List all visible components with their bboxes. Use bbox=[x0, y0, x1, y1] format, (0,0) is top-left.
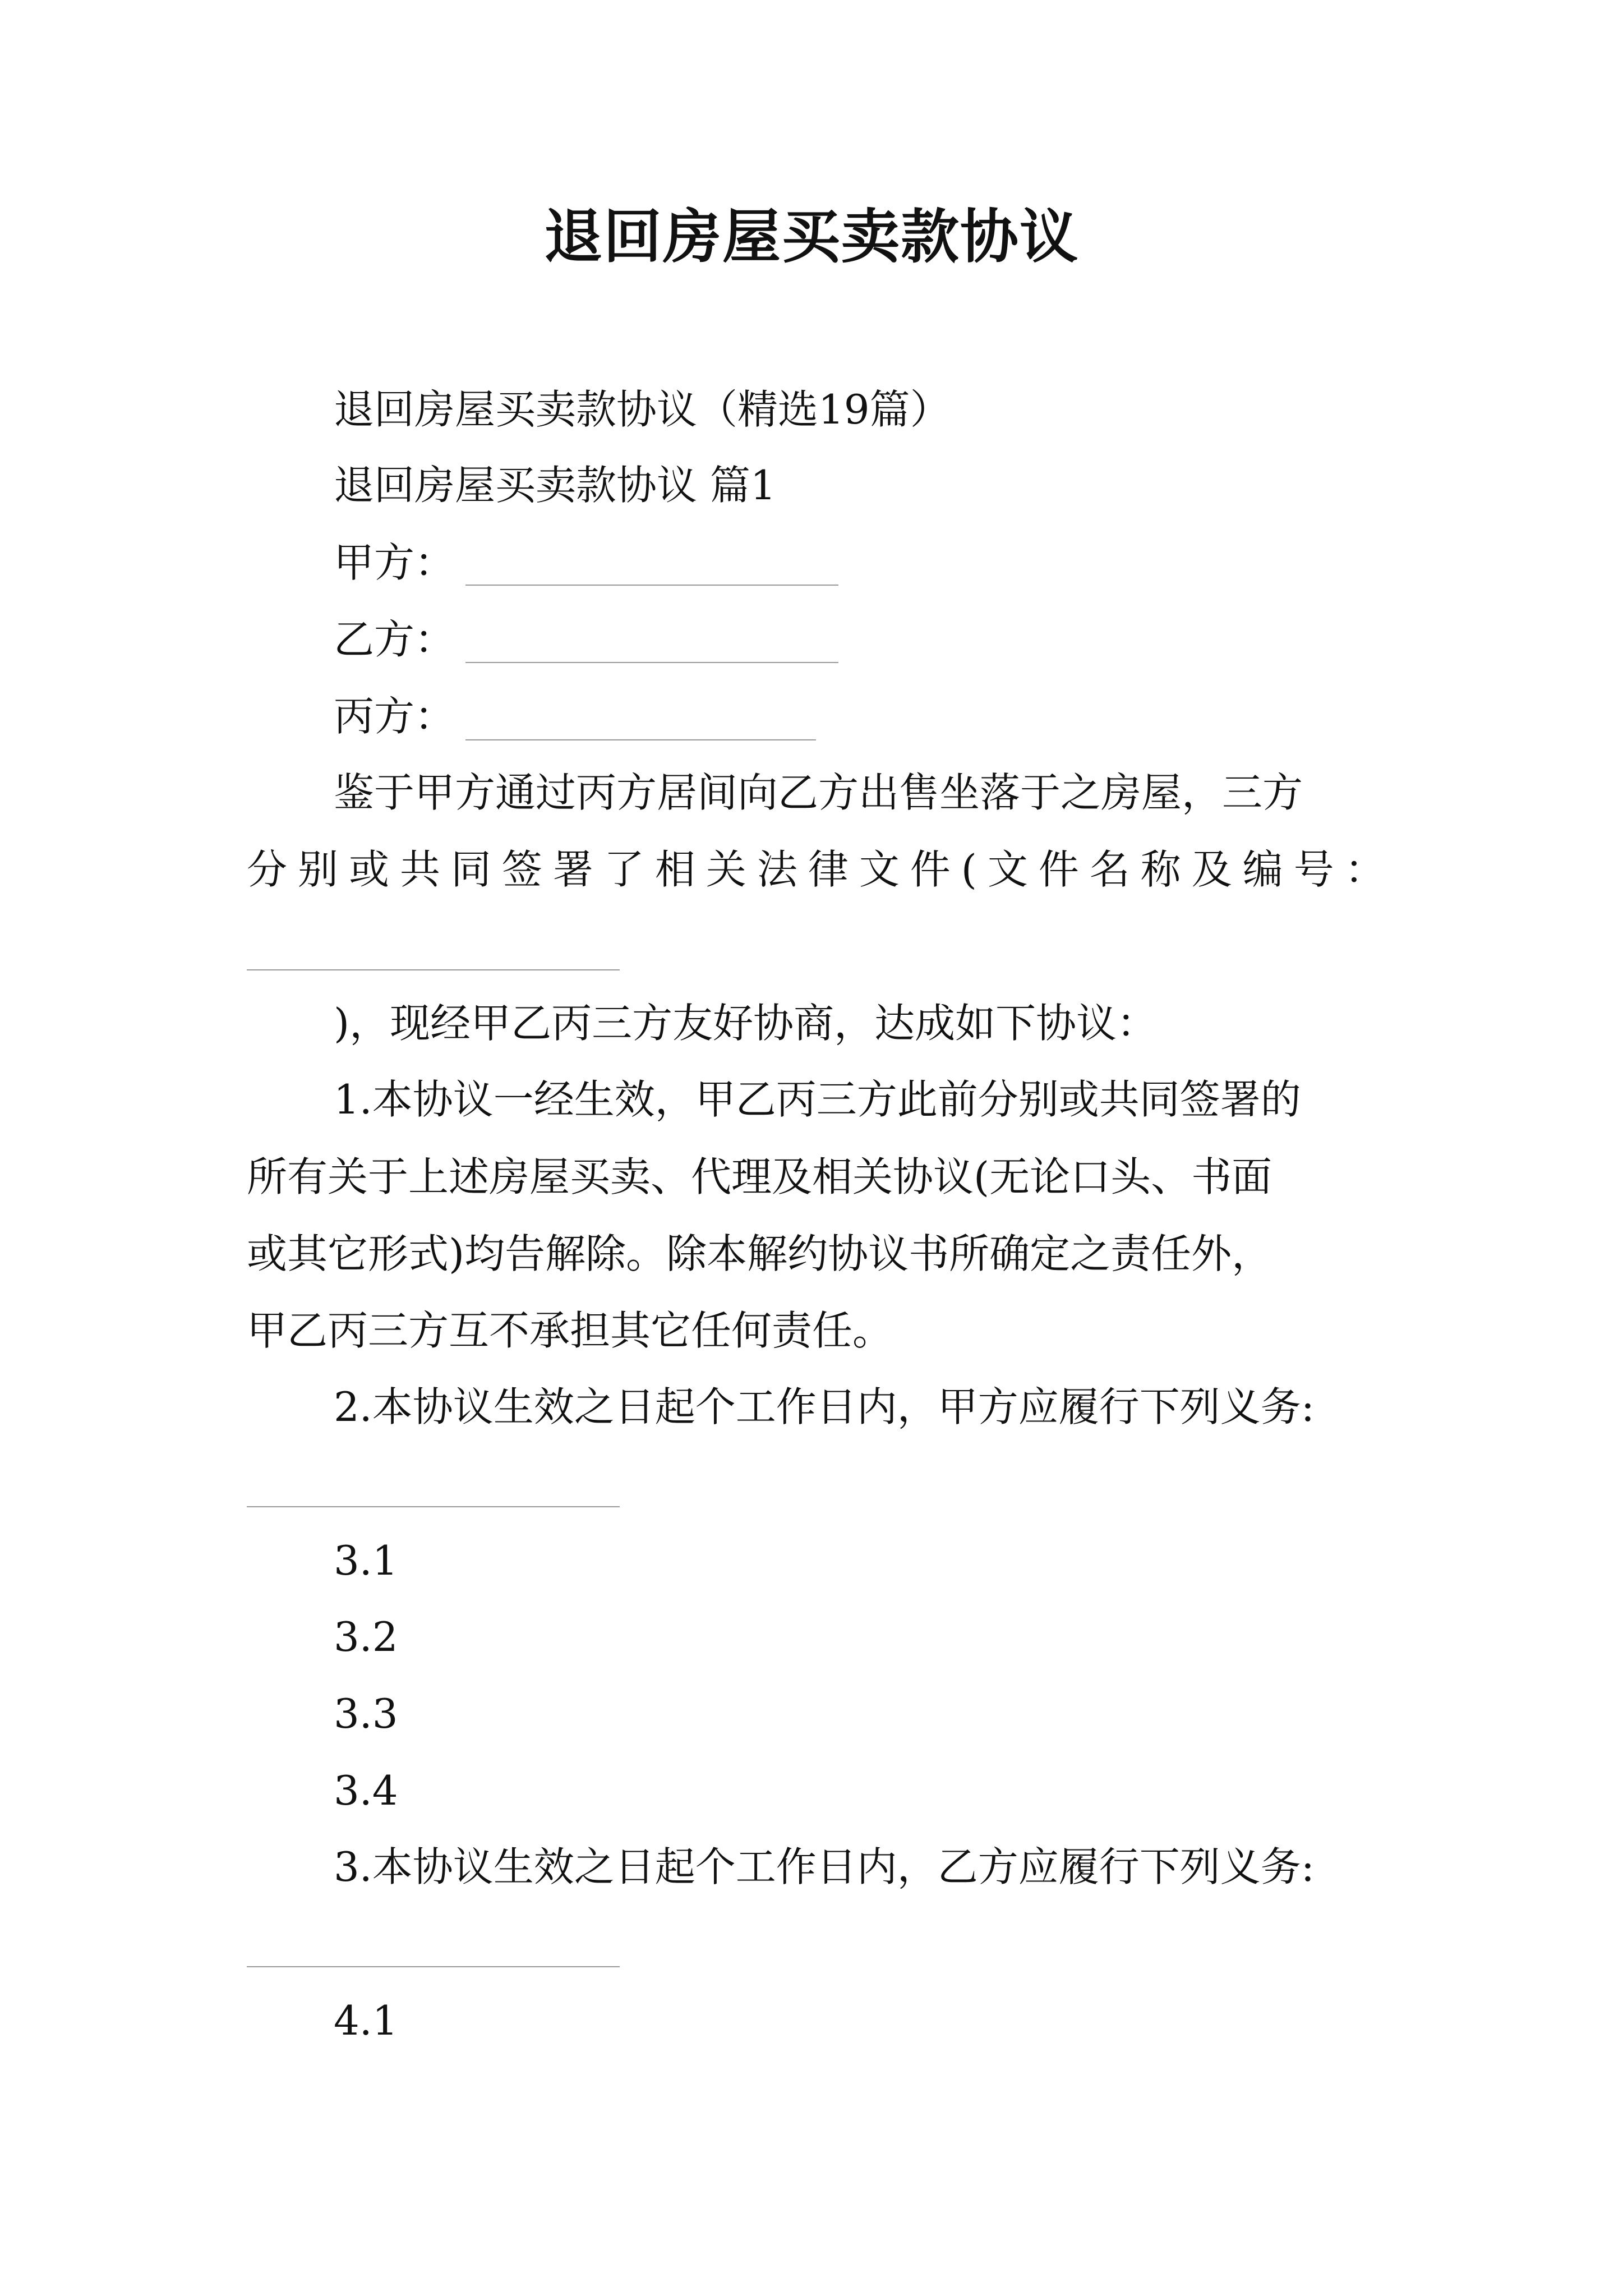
intro-line-2-char: 号 bbox=[1293, 846, 1334, 893]
document-list-blank bbox=[247, 969, 620, 970]
intro-line-2-char: 名 bbox=[1089, 846, 1130, 893]
item-3-1: 3.1 bbox=[334, 1537, 398, 1584]
intro-line-2-char: 关 bbox=[706, 846, 746, 893]
clause-1-line-1: 1.本协议一经生效，甲乙丙三方此前分别或共同签署的 bbox=[334, 1076, 1301, 1123]
intro-line-2-char: 分 bbox=[247, 846, 288, 893]
clause-3-blank bbox=[247, 1966, 620, 1967]
clause-3: 3.本协议生效之日起个工作日内，乙方应履行下列义务: bbox=[334, 1843, 1315, 1890]
intro-line-2-char: 了 bbox=[603, 846, 644, 893]
intro-line-2-char: 件 bbox=[1038, 846, 1079, 893]
clause-2: 2.本协议生效之日起个工作日内，甲方应履行下列义务: bbox=[334, 1383, 1315, 1430]
intro-line-2-char: 签 bbox=[501, 846, 542, 893]
intro-line-2-char: ： bbox=[1344, 846, 1385, 893]
intro-line-2-char: 称 bbox=[1140, 846, 1181, 893]
document-subtitle: 退回房屋买卖款协议（精选19篇） bbox=[334, 386, 951, 433]
intro-line-2-char: 文 bbox=[859, 846, 900, 893]
intro-line-2-char: 文 bbox=[987, 846, 1028, 893]
clause-1-line-4: 甲乙丙三方互不承担其它任何责任。 bbox=[247, 1307, 893, 1354]
intro-line-2-char: 律 bbox=[808, 846, 849, 893]
intro-line-3: )，现经甲乙丙三方友好协商，达成如下协议： bbox=[334, 1000, 1158, 1047]
intro-line-1: 鉴于甲方通过丙方居间向乙方出售坐落于之房屋，三方 bbox=[334, 769, 1303, 816]
party-c-label: 丙方： bbox=[334, 693, 455, 740]
intro-line-2-char: 法 bbox=[757, 846, 797, 893]
clause-2-blank bbox=[247, 1506, 620, 1507]
party-a-blank bbox=[465, 585, 838, 586]
intro-line-2-char: 编 bbox=[1242, 846, 1283, 893]
intro-line-2-char: 及 bbox=[1191, 846, 1232, 893]
intro-line-2-char: 共 bbox=[399, 846, 440, 893]
intro-line-2-char: 别 bbox=[297, 846, 338, 893]
intro-line-2-char: 或 bbox=[348, 846, 389, 893]
intro-line-2 bbox=[247, 841, 1385, 898]
party-a-label: 甲方： bbox=[334, 539, 455, 586]
section-heading: 退回房屋买卖款协议 篇1 bbox=[334, 462, 776, 509]
party-b-blank bbox=[465, 662, 838, 663]
clause-1-line-3: 或其它形式)均告解除。除本解约协议书所确定之责任外， bbox=[247, 1230, 1272, 1277]
document-title: 退回房屋买卖款协议 bbox=[543, 202, 1079, 271]
intro-line-2-char: 件 bbox=[910, 846, 951, 893]
item-4-1: 4.1 bbox=[334, 1997, 398, 2044]
item-3-3: 3.3 bbox=[334, 1690, 398, 1737]
item-3-2: 3.2 bbox=[334, 1613, 398, 1660]
party-b-label: 乙方： bbox=[334, 616, 455, 663]
party-c-blank bbox=[465, 739, 816, 740]
intro-line-2-char: 同 bbox=[450, 846, 491, 893]
clause-1-line-2: 所有关于上述房屋买卖、代理及相关协议(无论口头、书面 bbox=[247, 1153, 1272, 1200]
item-3-4: 3.4 bbox=[334, 1767, 398, 1814]
intro-line-2-char: 相 bbox=[654, 846, 695, 893]
intro-line-2-char: 署 bbox=[552, 846, 593, 893]
intro-line-2-char: ( bbox=[961, 846, 977, 893]
